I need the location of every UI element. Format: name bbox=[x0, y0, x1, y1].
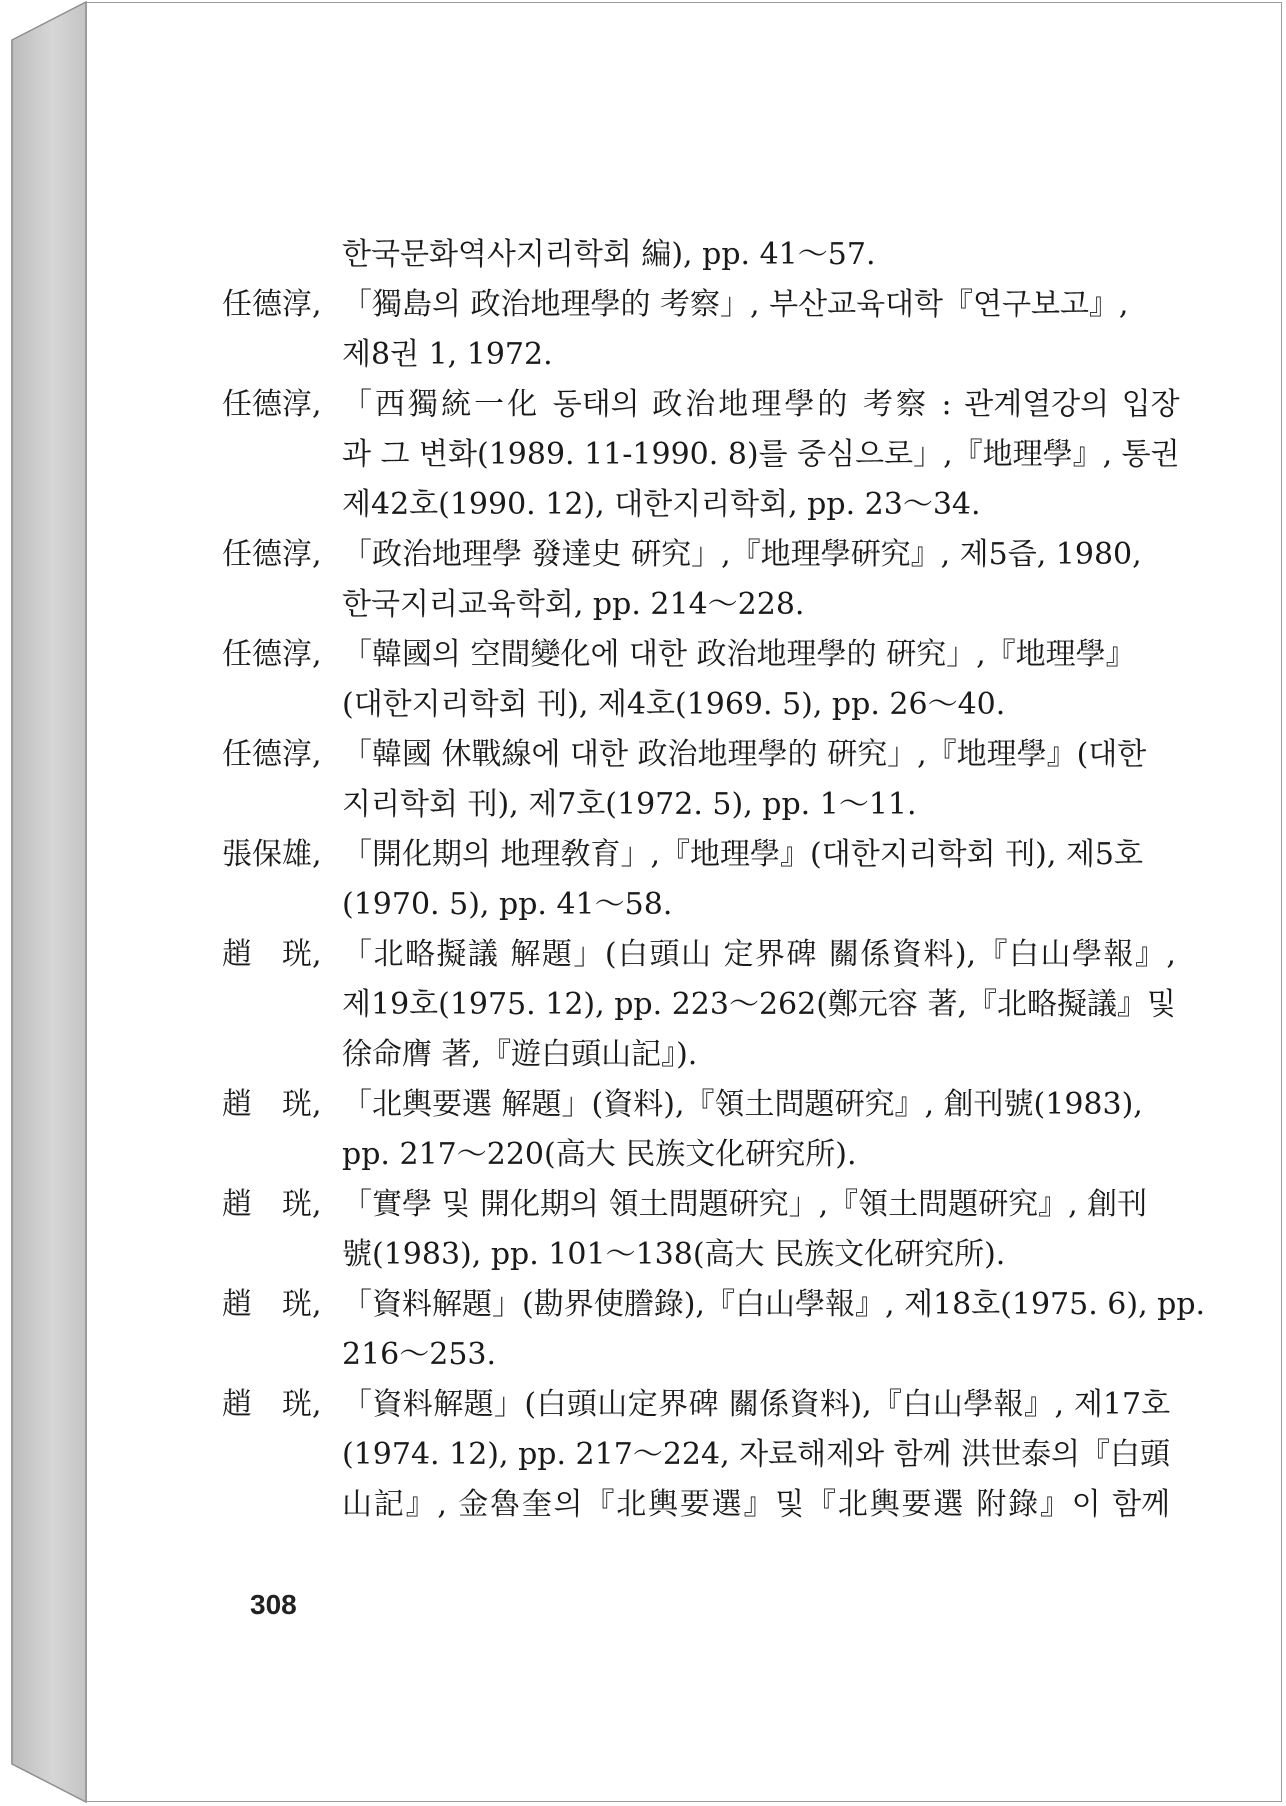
entry-citation bbox=[342, 630, 1136, 730]
citation-line: 「開化期의 地理敎育」,『地理學』(대한지리학회 刊), 제5호 bbox=[342, 837, 1143, 872]
bibliography-entry bbox=[222, 1280, 1206, 1380]
citation-line: 216～253. bbox=[342, 1337, 497, 1372]
citation-line: 제8권 1, 1972. bbox=[342, 337, 553, 372]
entry-citation bbox=[342, 730, 1146, 830]
bibliography-list bbox=[222, 230, 1206, 1530]
citation-line: (1970. 5), pp. 41～58. bbox=[342, 887, 673, 922]
entry-author: 任德淳, bbox=[222, 287, 322, 322]
citation-line: 제42호(1990. 12), 대한지리학회, pp. 23～34. bbox=[342, 487, 981, 522]
citation-line: 「獨島의 政治地理學的 考察」, 부산교육대학『연구보고』, bbox=[342, 287, 1129, 322]
bibliography-entry bbox=[222, 930, 1176, 1080]
entry-citation bbox=[342, 1280, 1205, 1380]
citation-line: 號(1983), pp. 101～138(高大 民族文化硏究所). bbox=[342, 1237, 1006, 1272]
bibliography-entry bbox=[222, 1380, 1171, 1530]
bibliography-entry bbox=[222, 530, 1142, 630]
citation-line: 과 그 변화(1989. 11-1990. 8)를 중심으로」,『地理學』, 통권 bbox=[342, 437, 1180, 472]
bibliography-entry bbox=[222, 630, 1136, 730]
bibliography-entry bbox=[222, 730, 1147, 830]
bibliography-entry bbox=[222, 1180, 1148, 1280]
entry-citation bbox=[342, 930, 1176, 1080]
entry-author: 任德淳, bbox=[222, 737, 322, 772]
entry-author: 張保雄, bbox=[222, 837, 322, 872]
citation-line: (대한지리학회 刊), 제4호(1969. 5), pp. 26～40. bbox=[342, 687, 1006, 722]
citation-line: 「政治地理學 發達史 硏究」,『地理學硏究』, 제5즙, 1980, bbox=[342, 537, 1142, 572]
bibliography-entry bbox=[222, 230, 1102, 280]
citation-line: 제19호(1975. 12), pp. 223～262(鄭元容 著,『北略擬議』및 bbox=[342, 987, 1176, 1022]
entry-author: 趙 珖, bbox=[222, 1187, 322, 1222]
entry-author: 任德淳, bbox=[222, 637, 322, 672]
entry-author: 趙 珖, bbox=[222, 1387, 322, 1422]
citation-line: (1974. 12), pp. 217～224, 자료해제와 함께 洪世泰의『白頭 bbox=[342, 1437, 1171, 1472]
citation-line: 지리학회 刊), 제7호(1972. 5), pp. 1～11. bbox=[342, 787, 917, 822]
page-number: 308 bbox=[250, 1589, 297, 1620]
entry-citation bbox=[342, 280, 1128, 380]
entry-author: 趙 珖, bbox=[222, 937, 322, 972]
entry-author: 任德淳, bbox=[222, 387, 322, 422]
citation-line: 「資料解題」(勘界使謄錄),『白山學報』, 제18호(1975. 6), pp. bbox=[342, 1287, 1206, 1322]
citation-line: 「韓國의 空間變化에 대한 政治地理學的 硏究」,『地理學』 bbox=[342, 637, 1136, 672]
bibliography-entry bbox=[222, 830, 1143, 930]
citation-line: 한국지리교육학회, pp. 214～228. bbox=[342, 587, 805, 622]
entry-author: 任德淳, bbox=[222, 537, 322, 572]
citation-line: 「實學 및 開化期의 領土問題硏究」,『領土問題硏究』, 創刊 bbox=[342, 1187, 1148, 1222]
entry-author: 趙 珖, bbox=[222, 1287, 322, 1322]
entry-citation bbox=[342, 1180, 1147, 1280]
bibliography-entry bbox=[222, 280, 1129, 380]
bibliography-entry bbox=[222, 380, 1180, 530]
entry-citation bbox=[342, 830, 1143, 930]
entry-citation bbox=[342, 1380, 1170, 1530]
citation-line: 山記』, 金魯奎의『北輿要選』및『北輿要選 附錄』이 함께 bbox=[342, 1487, 1171, 1522]
citation-line: 「西獨統一化 동태의 政治地理學的 考察 : 관계열강의 입장 bbox=[342, 387, 1180, 422]
citation-line: 「韓國 休戰線에 대한 政治地理學的 硏究」,『地理學』(대한 bbox=[342, 737, 1147, 772]
entry-citation bbox=[342, 380, 1180, 530]
bibliography-entry bbox=[222, 1080, 1143, 1180]
citation-line: 「北輿要選 解題」(資料),『領土問題硏究』, 創刊號(1983), bbox=[342, 1087, 1143, 1122]
entry-citation bbox=[342, 230, 1102, 280]
citation-line: 「北略擬議 解題」(白頭山 定界碑 關係資料),『白山學報』, bbox=[342, 937, 1176, 972]
citation-line: pp. 217～220(高大 民族文化硏究所). bbox=[342, 1137, 857, 1172]
citation-line: 한국문화역사지리학회 編), pp. 41～57. bbox=[342, 237, 876, 272]
citation-line: 徐命膺 著,『遊白頭山記』). bbox=[342, 1037, 698, 1072]
citation-line: 「資料解題」(白頭山定界碑 關係資料),『白山學報』, 제17호 bbox=[342, 1387, 1171, 1422]
entry-citation bbox=[342, 1080, 1143, 1180]
entry-citation bbox=[342, 530, 1142, 630]
entry-author: 趙 珖, bbox=[222, 1087, 322, 1122]
